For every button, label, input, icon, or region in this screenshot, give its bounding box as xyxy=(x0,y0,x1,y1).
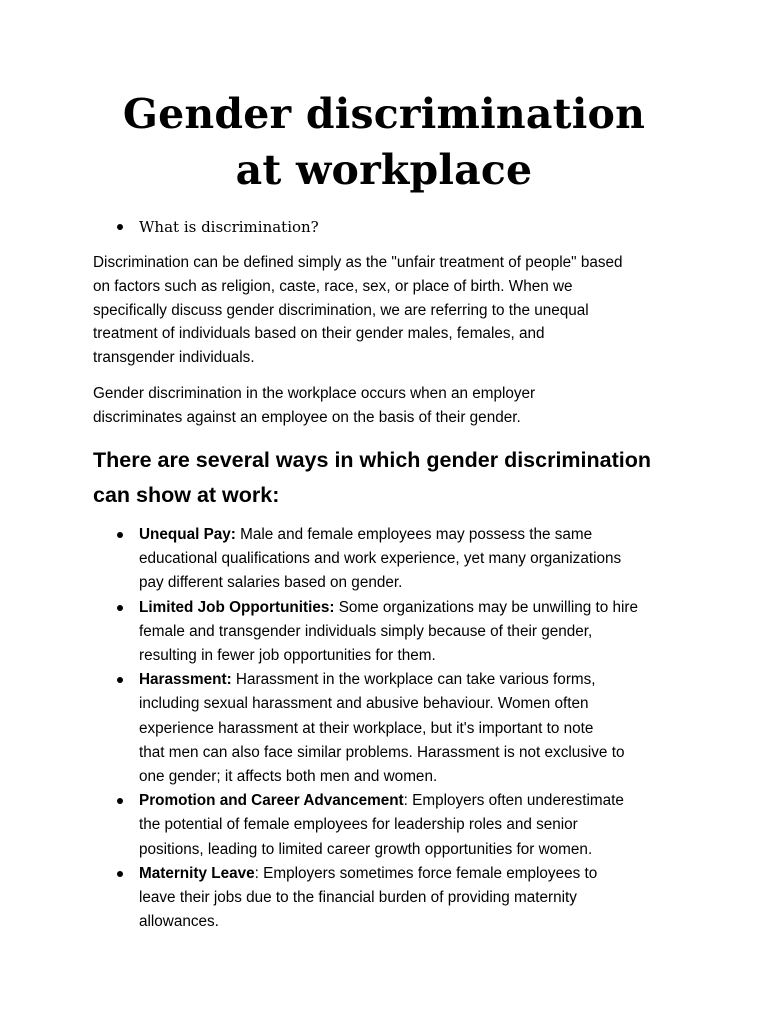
paragraph-line: Discrimination can be defined simply as the "unfair treatment of people" based xyxy=(93,254,623,271)
item-term: Maternity Leave xyxy=(139,864,255,882)
item-line: female and transgender individuals simply because of their gender, xyxy=(139,622,593,640)
item-first-line xyxy=(139,523,693,547)
item-term: Limited Job Opportunities: xyxy=(139,598,335,616)
question-text: What is discrimination? xyxy=(139,218,319,236)
item-text: Some organizations may be unwilling to hire xyxy=(334,598,639,616)
bullet-dot-icon xyxy=(117,532,123,538)
item-line: that men can also face similar problems. Harassment is not exclusive to xyxy=(139,743,625,761)
bullet-dot-icon xyxy=(117,224,123,230)
item-line: including sexual harassment and abusive behaviour. Women often xyxy=(139,695,589,713)
list-item xyxy=(93,789,693,862)
item-line: experience harassment at their workplace, but it's important to note xyxy=(139,719,594,737)
list-item xyxy=(93,862,693,935)
item-first-line xyxy=(139,668,693,692)
item-text: : Employers often underestimate xyxy=(403,792,624,810)
item-text: Harassment in the workplace can take various forms, xyxy=(231,671,596,689)
bullet-dot-icon xyxy=(117,871,123,877)
section-heading-line-2: can show at work: xyxy=(93,483,280,507)
item-term: Promotion and Career Advancement xyxy=(139,792,404,810)
paragraph-line: treatment of individuals based on their gender males, females, and xyxy=(93,325,545,343)
bullet-dot-icon xyxy=(117,798,123,804)
list-item xyxy=(93,668,693,789)
title-line-2: at workplace xyxy=(235,146,533,194)
item-line: allowances. xyxy=(139,913,219,931)
item-term: Harassment: xyxy=(139,671,232,689)
item-line: pay different salaries based on gender. xyxy=(139,574,403,592)
paragraph-line: on factors such as religion, caste, race, sex, or place of birth. When we xyxy=(93,277,573,295)
bullet-dot-icon xyxy=(117,677,123,683)
paragraph-line: Gender discrimination in the workplace occurs when an employer xyxy=(93,385,536,402)
page-title xyxy=(0,86,768,198)
item-line: positions, leading to limited career growth opportunities for women. xyxy=(139,840,593,858)
item-first-line xyxy=(139,596,693,620)
list-item xyxy=(93,523,693,596)
section-heading xyxy=(93,443,713,513)
item-text: Male and female employees may possess the same xyxy=(235,526,593,543)
item-line: leave their jobs due to the financial burden of providing maternity xyxy=(139,889,577,907)
paragraph-line: transgender individuals. xyxy=(93,349,255,367)
discrimination-list xyxy=(93,523,693,934)
item-first-line xyxy=(139,789,693,813)
bullet-dot-icon xyxy=(117,605,123,611)
item-term: Unequal Pay: xyxy=(139,526,236,543)
list-item xyxy=(93,596,693,669)
title-line-1: Gender discrimination xyxy=(122,90,646,138)
item-line: resulting in fewer job opportunities for them. xyxy=(139,647,436,665)
item-line: the potential of female employees for leadership roles and senior xyxy=(139,816,578,834)
item-text: : Employers sometimes force female employees to xyxy=(254,864,598,882)
paragraph-line: specifically discuss gender discrimination, we are referring to the unequal xyxy=(93,301,589,319)
item-line: one gender; it affects both men and women. xyxy=(139,768,438,786)
item-line: educational qualifications and work experience, yet many organizations xyxy=(139,550,622,568)
paragraph-line: discriminates against an employee on the basis of their gender. xyxy=(93,408,521,426)
workplace-paragraph xyxy=(93,382,693,430)
definition-paragraph xyxy=(93,251,693,370)
section-heading-line-1: There are several ways in which gender discrimination xyxy=(93,448,652,472)
item-first-line xyxy=(139,862,693,886)
